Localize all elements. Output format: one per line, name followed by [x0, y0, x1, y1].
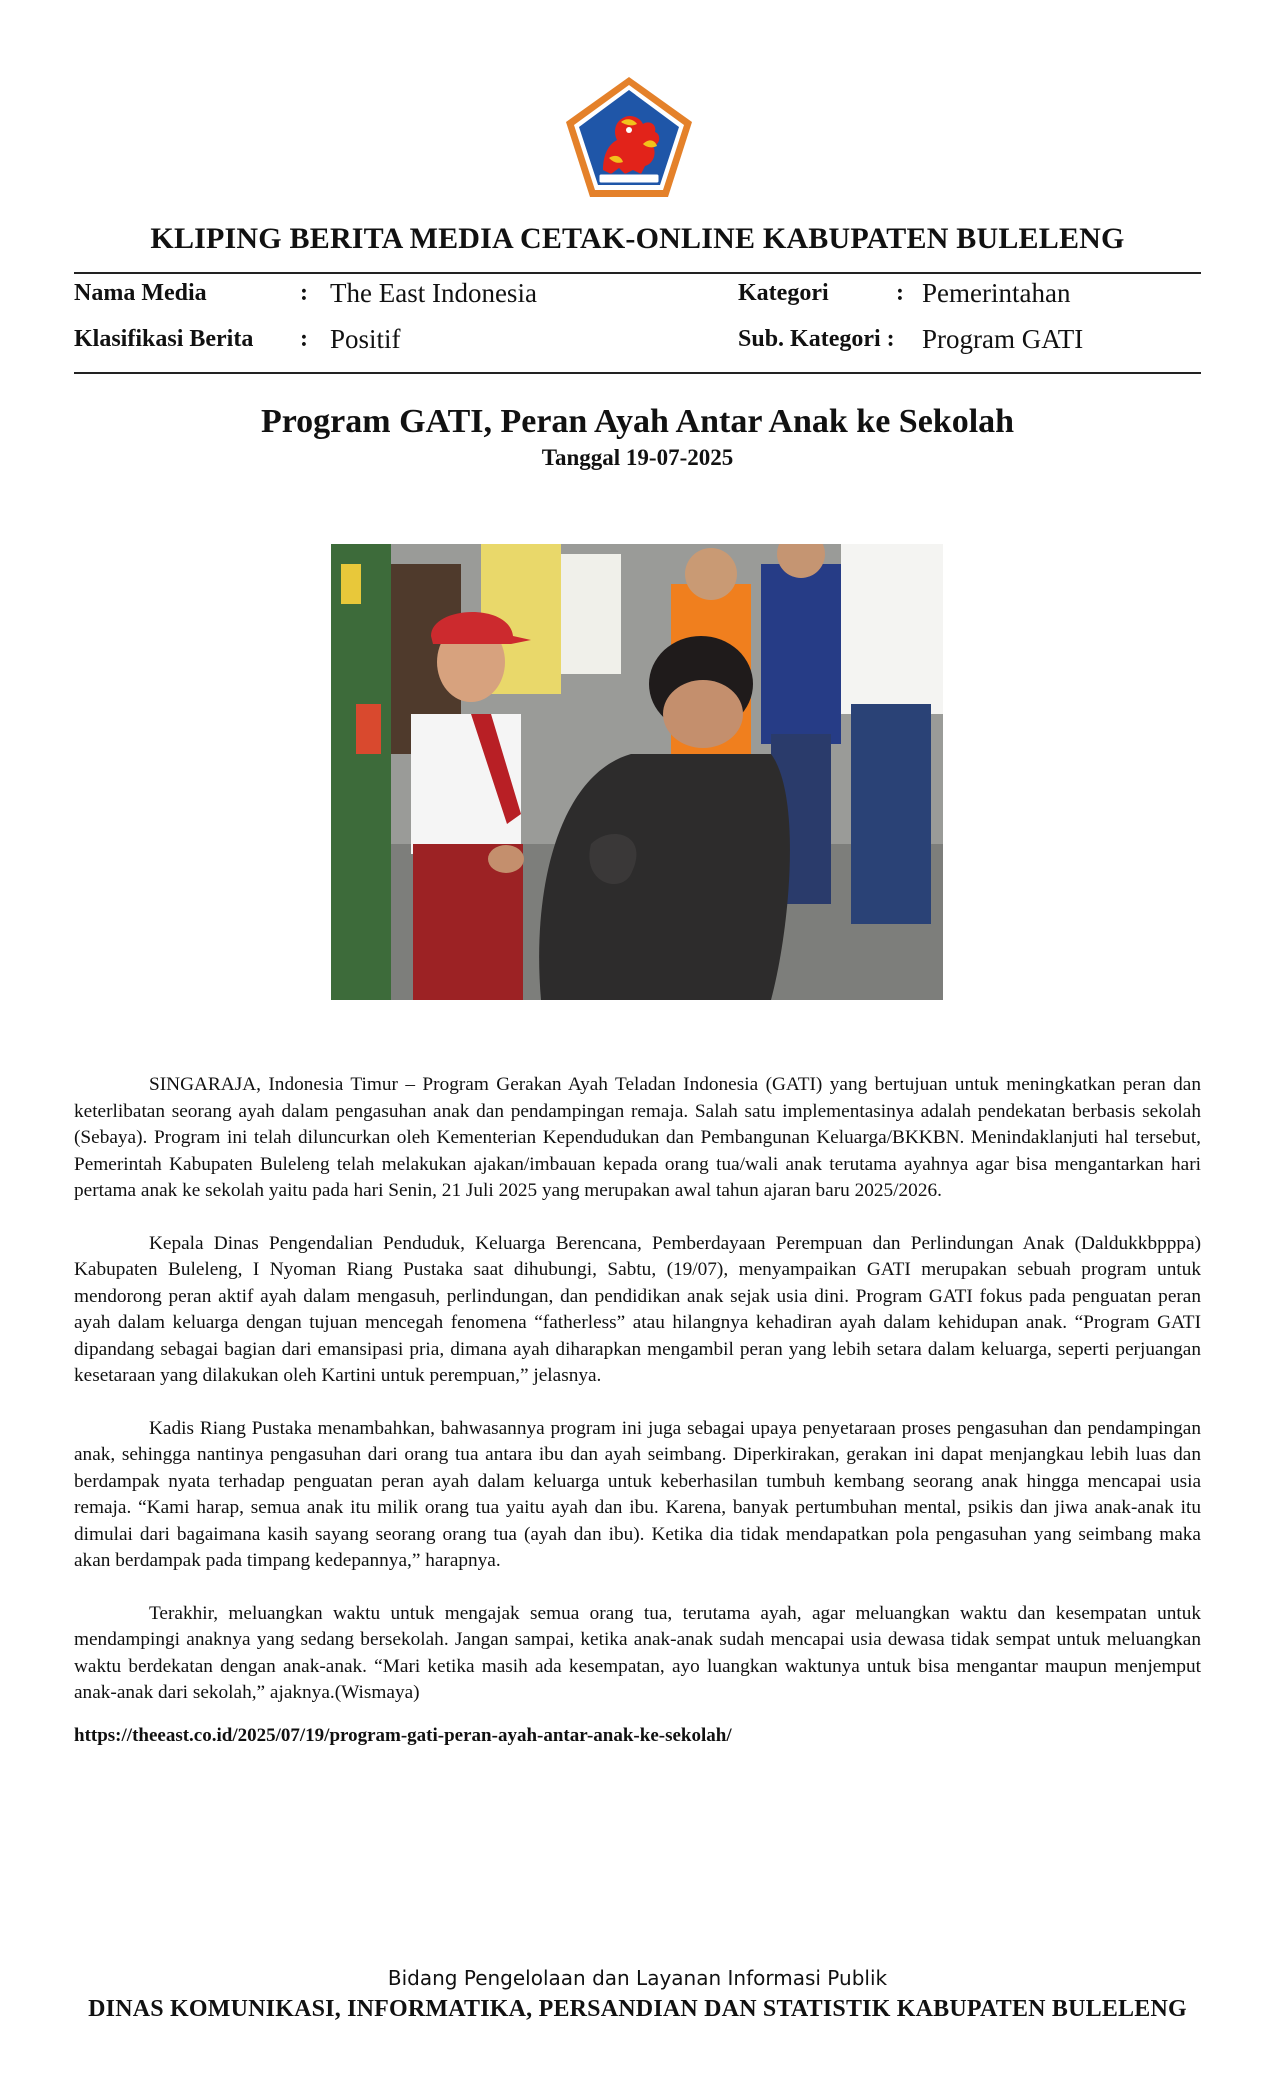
media-label: Nama Media [74, 280, 207, 306]
category-label: Kategori [738, 280, 829, 306]
subcategory-label: Sub. Kategori : [738, 326, 895, 352]
classification-colon: : [300, 326, 308, 352]
article-paragraph-3: Kadis Riang Pustaka menambahkan, bahwasannya program ini juga sebagai upaya penyetaraan proses pengasuhan dan pendampingan anak, sehingga nantinya pengasuhan dari orang tua antara ibu dan ayah seimbang. Diperkirakan, gerakan ini dapat menjangkau lebih luas dan berdampak nyata terhadap penguatan peran ayah dalam keluarga untuk keberhasilan tumbuh kembang seorang anak hingga mencapai usia remaja. “Kami harap, semua anak itu milik orang tua yaitu ayah dan ibu. Karena, banyak pertumbuhan mental, psikis dan jiwa anak-anak itu dimulai dari bagaimana kasih sayang seorang orang tua (ayah dan ibu). Ketika dia tidak mendapatkan pola pengasuhan yang seimbang maka akan berdampak pada timpang kedepannya,” harapnya. [74, 1417, 1201, 1571]
media-colon: : [300, 280, 308, 306]
category-value: Pemerintahan [922, 278, 1071, 308]
lion-emblem-icon [563, 74, 695, 200]
media-value: The East Indonesia [330, 278, 537, 308]
article-paragraph-4: Terakhir, meluangkan waktu untuk mengajak semua orang tua, terutama ayah, agar meluangkan waktu dan kesempatan untuk mendampingi anaknya yang sedang bersekolah. Jangan sampai, ketika anak-anak sudah mencapai usia dewasa tidak sempat untuk meluangkan waktu berdekatan dengan anak-anak. “Mari ketika masih ada kesempatan, ayo luangkan waktunya untuk bisa mengantar maupun menjemput anak-anak dari sekolah,” ajaknya.(Wismaya) [74, 1602, 1201, 1703]
clipping-header-title: KLIPING BERITA MEDIA CETAK-ONLINE KABUPATEN BULELENG [150, 222, 1125, 255]
article-date: Tanggal 19-07-2025 [541, 445, 734, 470]
meta-row-media [74, 278, 1201, 318]
article-paragraph-1: SINGARAJA, Indonesia Timur – Program Gerakan Ayah Teladan Indonesia (GATI) yang bertujuan untuk meningkatkan peran dan keterlibatan seorang ayah dalam pengasuhan anak dan pendampingan remaja. Salah satu implementasinya adalah pendekatan berbasis sekolah (Sebaya). Program ini telah diluncurkan oleh Kementerian Kependudukan dan Pembangunan Keluarga/BKKBN. Menindaklanjuti hal tersebut, Pemerintah Kabupaten Buleleng telah melakukan ajakan/imbauan kepada orang tua/wali anak terutama ayahnya agar bisa mengantarkan hari pertama anak ke sekolah yaitu pada hari Senin, 21 Juli 2025 yang merupakan awal tahun ajaran baru 2025/2026. [74, 1074, 1201, 1201]
footer-unit-name: Bidang Pengelolaan dan Layanan Informasi Publik [387, 1966, 888, 1990]
header-divider-bottom [74, 372, 1201, 374]
footer-organization: DINAS KOMUNIKASI, INFORMATIKA, PERSANDIAN DAN STATISTIK KABUPATEN BULELENG [88, 1996, 1187, 2022]
source-link[interactable]: https://theeast.co.id/2025/07/19/program-gati-peran-ayah-antar-anak-ke-sekolah/ [74, 1725, 732, 1746]
meta-row-classification [74, 324, 1201, 364]
article-title: Program GATI, Peran Ayah Antar Anak ke Sekolah [260, 403, 1015, 440]
article-paragraph-2: Kepala Dinas Pengendalian Penduduk, Keluarga Berencana, Pemberdayaan Perempuan dan Perlindungan Anak (Daldukkbpppa) Kabupaten Buleleng, I Nyoman Riang Pustaka saat dihubungi, Sabtu, (19/07), menyampaikan GATI merupakan sebuah program untuk mendorong peran aktif ayah dalam mengasuh, perlindungan, dan pendidikan anak sejak usia dini. Program GATI fokus pada penguatan peran ayah dalam keluarga dengan tujuan mencegah fenomena “fatherless” atau hilangnya kehadiran ayah dalam kehidupan anak. “Program GATI dipandang sebagai bagian dari emansipasi pria, dimana ayah diharapkan mengambil peran yang lebih setara dalam keluarga, seperti perjuangan kesetaraan yang dilakukan oleh Kartini untuk perempuan,” jelasnya. [74, 1232, 1201, 1386]
classification-value: Positif [330, 324, 401, 354]
category-colon: : [896, 280, 904, 306]
article-photo [331, 544, 943, 1000]
father-child-school-photo [331, 544, 943, 1000]
regency-logo [563, 74, 695, 200]
classification-label: Klasifikasi Berita [74, 326, 254, 352]
header-divider-top [74, 272, 1201, 274]
article-body [74, 1072, 1201, 1733]
subcategory-value: Program GATI [922, 324, 1084, 354]
